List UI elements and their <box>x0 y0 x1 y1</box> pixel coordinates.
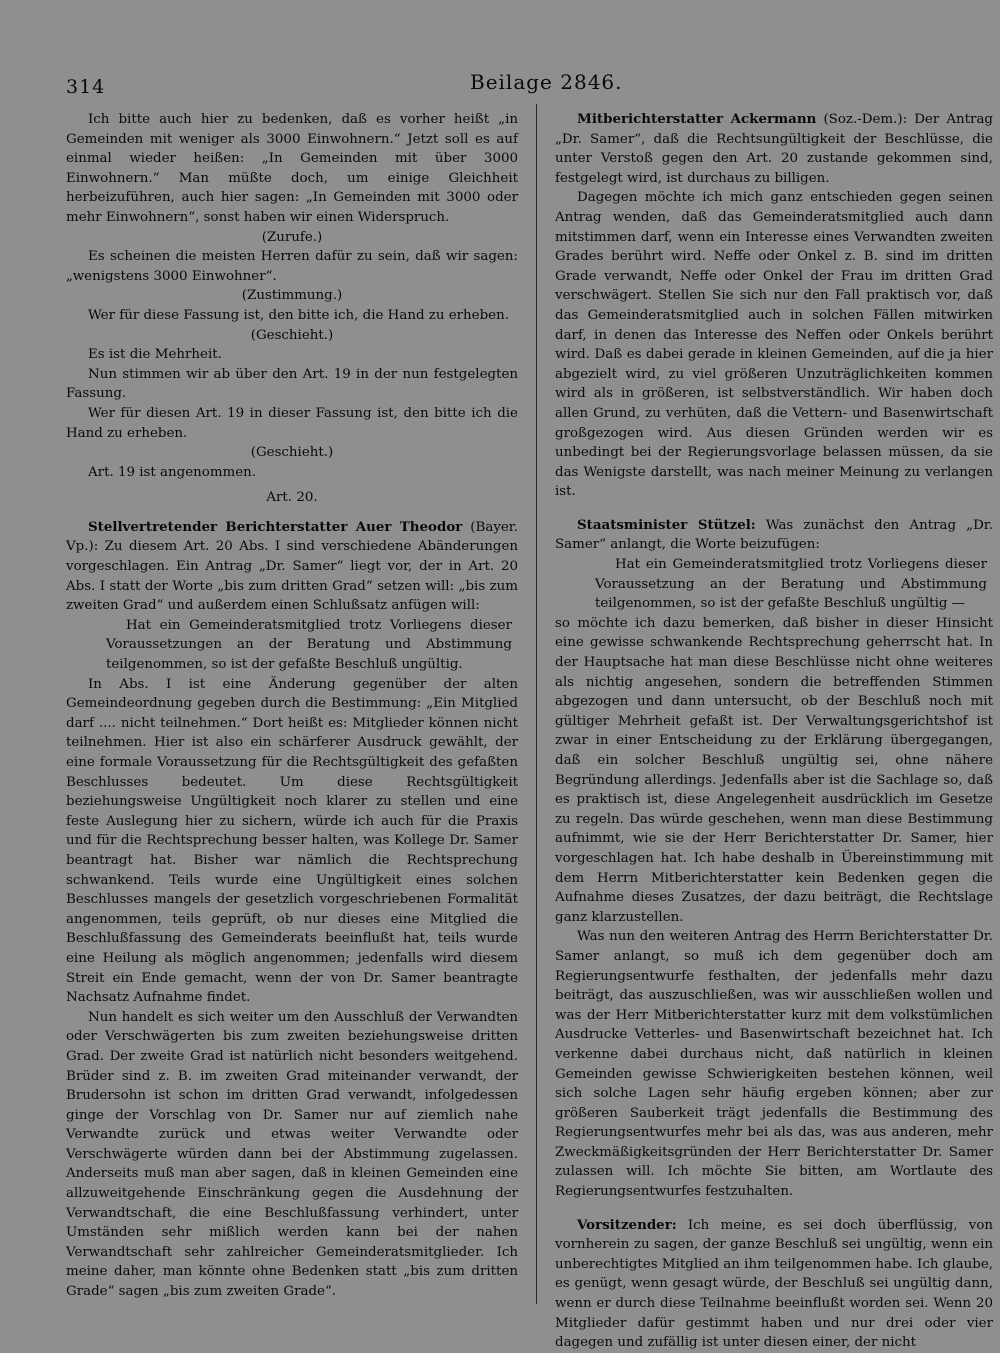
paragraph-text: Art. 20. <box>266 490 318 506</box>
paragraph-text: (Geschieht.) <box>250 445 334 461</box>
column-divider <box>536 104 537 1304</box>
paragraph-text: (Zustimmung.) <box>241 288 343 304</box>
centered-note <box>66 443 518 463</box>
paragraph-text: (Soz.-Dem.): Der Antrag „Dr. Samer“, daß die Rechtsungültigkeit der Beschlüsse, die unter Verstoß gegen den Art. 20 zustande gekommen sind, festgelegt wird, ist durchaus zu billigen. <box>555 112 993 186</box>
paragraph <box>66 365 518 404</box>
paragraph-text: Nun stimmen wir ab über den Art. 19 in der nun festgelegten Fassung. <box>66 366 518 402</box>
paragraph <box>66 404 518 443</box>
centered-note <box>66 488 518 508</box>
paragraph-text: Nun handelt es sich weiter um den Ausschluß der Verwandten oder Verschwägerten bis zum zweiten beziehungsweise dritten Grad. Der zweite Grad ist natürlich nicht besonders weitgehend. Brüder sind z. B. im zweiten Grad miteinander verwandt, der Brudersohn ist schon im dritten Grad verwandt, infolgedessen ginge der Vorschlag von Dr. Samer nur auf ziemlich nahe Verwandte zurück und etwas weiter Verwandte oder Verschwägerte würden dann bei der Abstimmung zugelassen. Anderseits muß man aber sagen, daß in kleinen Gemeinden eine allzuweitgehende Einschränkung gegen die Ausdehnung der Verwandtschaft, die eine Beschlußfassung verhindert, unter Umständen sehr mißlich werden kann bei der nahen Verwandtschaft sehr zahlreicher Gemeinderatsmitglieder. Ich meine daher, man könnte ohne Bedenken statt „bis zum dritten Grade“ sagen „bis zum zweiten Grade“. <box>66 1009 518 1300</box>
paragraph <box>555 927 993 1201</box>
paragraph-text: Es scheinen die meisten Herren dafür zu sein, daß wir sagen: „wenigstens 3000 Einwohner“. <box>66 249 518 284</box>
page-title: Beilage 2846. <box>470 70 623 94</box>
paragraph-gap <box>555 1202 993 1216</box>
paragraph-text: Ich meine, es sei doch überflüssig, von vornherein zu sagen, der ganze Beschluß sei ungültig, wenn ein unberechtigtes Mitglied an ihm teilgenommen habe. Ich glaube, es genügt, wenn gesagt würde, der Beschluß sei ungültig dann, wenn er durch diese Teilnahme beeinflußt worden sei. Wenn 20 Mitglieder dafür gestimmt haben und nur drei oder vier dagegen und zufällig ist unter diesen einer, der nicht <box>555 1217 993 1351</box>
paragraph <box>555 1216 993 1353</box>
paragraph-text: so möchte ich dazu bemerken, daß bisher in dieser Hinsicht eine gewisse schwankende Rechtsprechung geherrscht hat. In der Hauptsache hat man diese Beschlüsse nicht ohne weiteres als nichtig angesehen, sondern die betreffenden Stimmen abgezogen und dann untersucht, ob der Beschluß noch mit gültiger Mehrheit gefaßt ist. Der Verwaltungsgerichtshof ist zwar in einer Entscheidung zu der Erklärung übergegangen, daß ein solcher Beschluß ungültig sei, ohne nähere Begründung allerdings. Jedenfalls aber ist die Sachlage so, daß es praktisch ist, diese Angelegenheit ausdrücklich im Gesetze zu regeln. Das würde geschehen, wenn man diese Bestimmung aufnimmt, wie sie der Herr Berichterstatter Dr. Samer, hier vorgeschlagen hat. Ich habe deshalb in Übereinstimmung mit dem Herrn Mitberichterstatter kein Bedenken gegen die Aufnahme dieses Zusatzes, der dazu beiträgt, die Rechtslage ganz klarzustellen. <box>555 615 993 925</box>
paragraph-text: Wer für diesen Art. 19 in dieser Fassung ist, den bitte ich die Hand zu erheben. <box>66 405 518 441</box>
paragraph <box>66 1008 518 1302</box>
paragraph-text: Wer für diese Fassung ist, den bitte ich, die Hand zu erheben. <box>88 307 509 323</box>
quoted-amendment <box>106 616 512 675</box>
paragraph <box>555 188 993 502</box>
speaker-name: Staatsminister Stützel: <box>577 516 756 533</box>
quoted-amendment <box>595 555 987 614</box>
paragraph <box>66 110 518 228</box>
paragraph <box>66 247 518 286</box>
speaker-name: Mitberichterstatter Ackermann <box>577 111 817 127</box>
paragraph-text: Art. 19 ist angenommen. <box>88 464 257 480</box>
paragraph-text: In Abs. I ist eine Änderung gegenüber der alten Gemeindeordnung gegeben durch die Bestimmung: „Ein Mitglied darf .... nicht teilnehmen.“ Dort heißt es: Mitglieder können nicht teilnehmen. Hier ist also ein schärferer Ausdruck gewählt, der eine formale Voraussetzung für die Rechtsgültigkeit des gefaßten Beschlusses bedeutet. Um diese Rechtsgültigkeit beziehungsweise Ungültigkeit noch klarer zu stellen und eine feste Auslegung hier zu sichern, würde ich auch für die Praxis und für die Rechtsprechung besser halten, was Kollege Dr. Samer beantragt hat. Bisher war nämlich die Rechtsprechung schwankend. Teils wurde eine Ungültigkeit eines solchen Beschlusses mangels der gesetzlich vorgeschriebenen Formalität angenommen, teils geprüft, ob nur dieses eine Mitglied die Beschlußfassung des Gemeinderats beeinflußt hat, teils wurde eine Heilung als möglich angenommen; jedenfalls wird diesem Streit ein Ende gemacht, wenn der von Dr. Samer beantragte Nachsatz Aufnahme findet. <box>66 676 518 1006</box>
centered-note <box>66 326 518 346</box>
paragraph-text: (Geschieht.) <box>250 327 334 343</box>
paragraph-text: (Zurufe.) <box>261 229 323 245</box>
paragraph <box>555 110 993 188</box>
paragraph-text: Hat ein Gemeinderatsmitglied trotz Vorliegens dieser Voraussetzungen an der Beratung und Abstimmung teilgenommen, so ist der gefaßte Beschluß ungültig. <box>106 617 512 673</box>
paragraph <box>555 516 993 555</box>
paragraph <box>66 463 518 483</box>
paragraph-text: Was zunächst den Antrag „Dr. Samer“ anlangt, die Worte beizufügen: <box>555 517 993 553</box>
paragraph-text: Dagegen möchte ich mich ganz entschieden gegen seinen Antrag wenden, daß das Gemeinderatsmitglied auch dann mitstimmen darf, wenn ein Interesse eines Verwandten zweiten Grades berührt wird. Neffe oder Onkel z. B. sind im dritten Grade verwandt, Neffe oder Onkel der Frau im dritten Grad verschwägert. Stellen Sie sich nur den Fall praktisch vor, daß das Gemeinderatsmitglied auch in solchen Fällen mitwirken darf, in denen das Interesse des Neffen oder Onkels berührt wird. Daß es dabei gerade in kleinen Gemeinden, auf die ja hier abgezielt wird, zu viel größeren Unzuträglichkeiten kommen wird als in größeren, ist selbstverständlich. Wir haben doch allen Grund, zu verhüten, daß die Vettern- und Basenwirtschaft großgezogen wird. Aus diesen Gründen werden wir es unbedingt bei der Regierungsvorlage belassen müssen, da sie das Wenigste darstellt, was nach meiner Meinung zu verlangen ist. <box>555 190 993 500</box>
paragraph-gap <box>555 502 993 516</box>
paragraph-text: Ich bitte auch hier zu bedenken, daß es vorher heißt „in Gemeinden mit weniger als 3000 Einwohnern.“ Jetzt soll es auf einmal wieder heißen: „In Gemeinden mit über 3000 Einwohnern.“ Man müßte doch, um einige Gleichheit herbeizuführen, auch hier sagen: „In Gemeinden mit 3000 oder mehr Einwohnern“, sonst haben wir einen Widerspruch. <box>66 112 518 225</box>
paragraph-text: Was nun den weiteren Antrag des Herrn Berichterstatter Dr. Samer anlangt, so muß ich dem gegenüber doch am Regierungsentwurfe festhalten, der jedenfalls mehr dazu beiträgt, das auszuschließen, was wir ausschließen wollen und was der Herr Mitberichterstatter kurz mit dem volkstümlichen Ausdrucke Vetterles- und Basenwirtschaft bezeichnet hat. Ich verkenne dabei durchaus nicht, daß natürlich in kleinen Gemeinden gewisse Schwierigkeiten bestehen können, weil sich solche Lagen sehr häufig ergeben können; aber zur größeren Sauberkeit trägt jedenfalls die Bestimmung des Regierungsentwurfes mehr bei als das, was aus anderen, mehr Zweckmäßigkeitsgründen der Herr Berichterstatter Dr. Samer zulassen will. Ich möchte Sie bitten, am Wortlaute des Regierungsentwurfes festzuhalten. <box>555 929 993 1200</box>
right-column <box>555 110 993 1353</box>
paragraph <box>66 306 518 326</box>
paragraph-text: Es ist die Mehrheit. <box>88 347 222 363</box>
paragraph <box>66 518 518 616</box>
centered-note <box>66 286 518 306</box>
paragraph <box>66 345 518 365</box>
page-number: 314 <box>66 76 106 98</box>
speaker-name: Stellvertretender Berichterstatter Auer Theodor <box>88 518 463 535</box>
paragraph <box>66 675 518 1008</box>
left-column <box>66 110 518 1302</box>
speaker-name: Vorsitzender: <box>577 1216 677 1233</box>
paragraph-text: (Bayer. Vp.): Zu diesem Art. 20 Abs. I sind verschiedene Abänderungen vorgeschlagen. Ein Antrag „Dr. Samer“ liegt vor, der in Art. 20 Abs. I statt der Worte „bis zum dritten Grad“ setzen will: „bis zum zweiten Grad“ und außerdem einen Schlußsatz anfügen will: <box>66 519 518 614</box>
paragraph <box>555 614 993 928</box>
centered-note <box>66 228 518 248</box>
paragraph-text: Hat ein Gemeinderatsmitglied trotz Vorliegens dieser Voraussetzung an der Beratung und Abstimmung teilgenommen, so ist der gefaßte Beschluß ungültig — <box>595 557 987 612</box>
